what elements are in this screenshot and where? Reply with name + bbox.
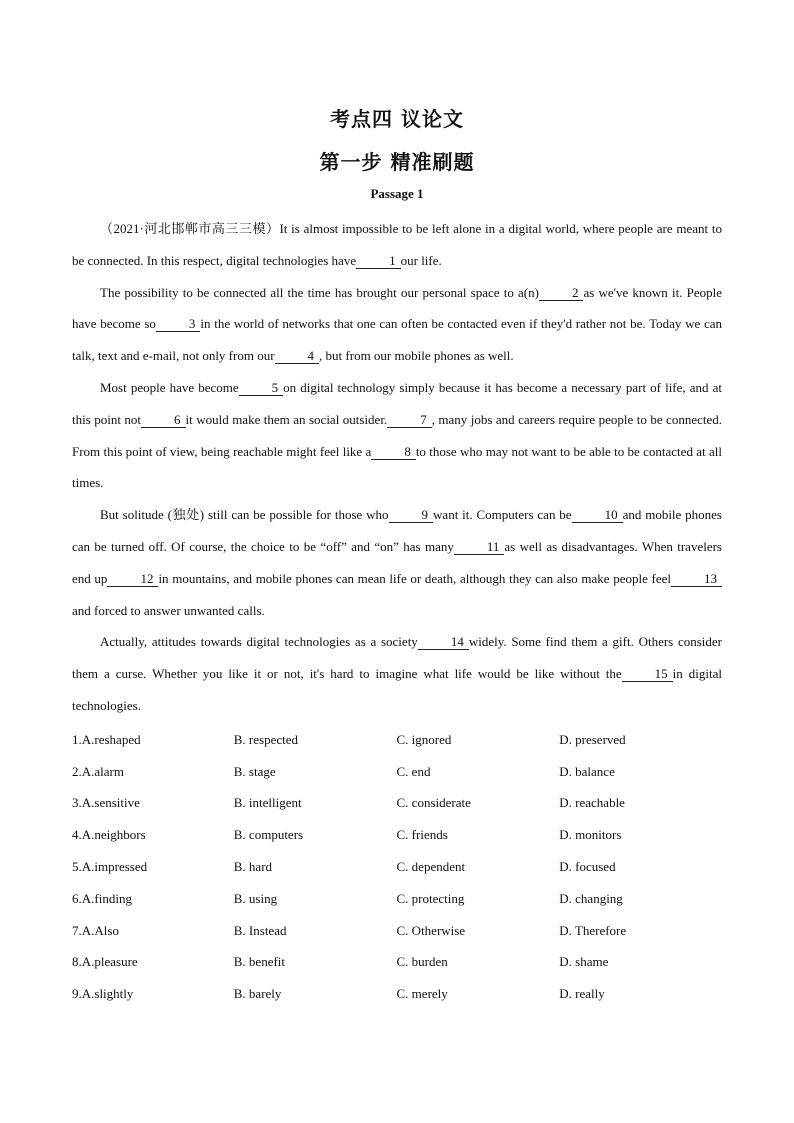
passage-text: The possibility to be connected all the time has brought our personal space to a(n) [100,284,539,300]
answer-blank: 4 [275,349,320,364]
answer-blank: 9 [389,508,434,523]
passage-text: in mountains, and mobile phones can mean life or death, although they can also make people feel [158,570,671,586]
option-choice: D. monitors [559,827,622,843]
option-choice: C. end [396,763,431,779]
answer-blank: 11 [454,540,505,555]
option-choice: D. really [559,986,605,1002]
option-row [72,851,722,883]
option-choice: D. balance [559,763,615,779]
answer-blank: 13 [671,572,722,587]
answer-blank: 5 [239,381,284,396]
passage-text: want it. Computers can be [433,507,572,523]
answer-blank: 3 [156,317,201,332]
option-choice: C. ignored [396,731,452,747]
passage-paragraph [72,626,722,721]
passage-text: it would make them an social outsider. [185,411,388,427]
option-choice: D. focused [559,859,616,875]
option-choice: C. friends [396,827,448,843]
option-choice: C. Otherwise [396,922,466,938]
answer-blank: 6 [141,413,186,428]
passage-text: in digital technologies. [72,666,722,713]
answer-blank: 1 [356,254,401,269]
answer-blank: 7 [387,413,432,428]
passage-paragraph [72,499,722,626]
passage-paragraph [72,213,722,277]
passage-text: as we've known it. People have become so [72,284,722,332]
answer-blank: 15 [622,667,673,682]
option-choice: 1.A.reshaped [72,731,141,747]
passage-body [72,213,722,722]
option-row [72,978,722,1010]
answer-blank: 10 [572,508,623,523]
passage-text: and mobile phones can be turned off. Of course, the choice to be “off” and “on” has many [72,507,722,554]
option-choice: B. respected [233,731,299,747]
option-choice: D. reachable [559,795,625,811]
option-choice: B. hard [233,859,273,875]
option-choice: C. merely [396,986,448,1002]
answer-blank: 2 [539,286,584,301]
passage-paragraph [72,372,722,499]
answer-blank: 14 [418,635,469,650]
option-choice: C. burden [396,954,448,970]
answer-blank: 12 [107,572,158,587]
option-choice: B. intelligent [233,795,302,811]
option-choice: 3.A.sensitive [72,795,140,811]
option-choice: D. changing [559,890,623,906]
passage-text: , but from our mobile phones as well. [319,348,514,364]
passage-label: Passage 1 [370,186,424,201]
page-heading: 考点四 议论文 [330,107,464,131]
passage-text: to those who may not want to be able to be contacted at all times. [72,443,722,491]
passage-text: and forced to answer unwanted calls. [72,602,265,618]
option-row [72,788,722,820]
option-row [72,819,722,851]
option-choice: 8.A.pleasure [72,954,138,970]
option-choice: 4.A.neighbors [72,827,146,843]
passage-text: widely. Some find them a gift. Others consider them a curse. Whether you like it or not, it's hard to imagine what life would be like without the [72,634,723,682]
passage-text: But solitude (独处) still can be possible for those who [100,507,389,523]
option-row [72,724,722,756]
passage-text: on digital technology simply because it has become a necessary part of life, and at this point not [72,379,722,427]
passage-paragraph [72,277,722,372]
option-choice: C. considerate [396,795,471,811]
option-choice: C. dependent [396,859,466,875]
option-choice: B. Instead [233,922,287,938]
option-choice: 5.A.impressed [72,859,148,875]
option-row [72,947,722,979]
passage-text: , many jobs and careers require people to be connected. From this point of view, being reachable might feel like a [72,411,722,459]
passage-text: as well as disadvantages. When travelers end up [72,538,722,586]
option-row [72,756,722,788]
option-choice: B. stage [233,763,276,779]
option-choice: 9.A.slightly [72,986,134,1002]
option-choice: B. using [233,890,278,906]
option-choice: B. computers [233,827,304,843]
passage-text: in the world of networks that one can often be contacted even if they'd rather not be. Today we can talk, text and e-mail, not only from our [72,316,722,364]
passage-text: Actually, attitudes towards digital technologies as a society [100,634,418,650]
option-choice: B. benefit [233,954,286,970]
option-row [72,883,722,915]
option-choice: D. preserved [559,731,626,747]
option-choice: 2.A.alarm [72,763,124,779]
answer-blank: 8 [371,445,416,460]
option-choice: 6.A.finding [72,890,132,906]
option-choice: D. Therefore [559,922,627,938]
passage-text: our life. [400,252,442,268]
option-choice: C. protecting [396,890,465,906]
option-choice: B. barely [233,986,282,1002]
passage-text: Most people have become [100,379,239,395]
option-choice: D. shame [559,954,609,970]
option-row [72,915,722,947]
option-choice: 7.A.Also [72,922,119,938]
answer-options [72,724,722,1010]
page-subheading: 第一步 精准刷题 [319,150,475,174]
passage-text: （2021·河北邯郸市高三三模）It is almost impossible to be left alone in a digital world, where people are meant to be connected. In this respect, digital technologies have [72,221,722,268]
